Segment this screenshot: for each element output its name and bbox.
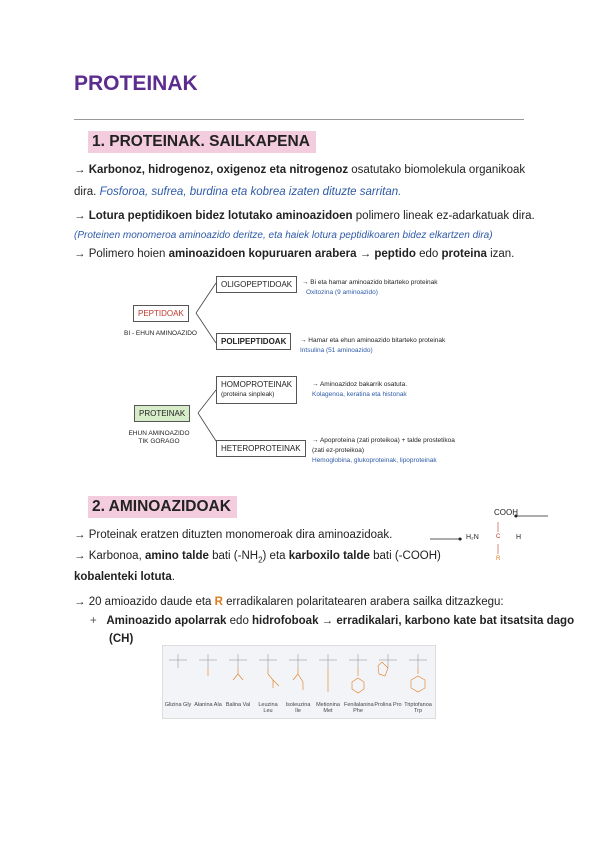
aa-label-3: Balina Val [225,702,251,708]
oligo-note-1: → Bi eta hamar aminoazido bitarteko proteinak [302,279,438,286]
s2-line-1: → Proteinak eratzen dituzten monomeroak dira aminoazidoak. [74,529,393,541]
section-1-heading: 1. PROTEINAK. SAILKAPENA [88,131,316,153]
poli-note-1: → Hamar eta ehun aminoazido bitarteko proteinak [300,337,446,344]
formula-cooh: COOH [494,508,518,517]
aa-label-9: Triptofanoa Trp [404,702,432,714]
hetero-note-2: (zati ez-proteikoa) [312,447,365,454]
oligo-note-2: Oxitozina (9 aminoazido) [306,289,378,296]
aa-label-2: Alanina Ala [194,702,222,708]
formula-h2n: H₂N [466,534,479,541]
amino-acid-formula [430,508,550,568]
heteroproteinak-box: HETEROPROTEINAK [216,440,306,457]
s2-bullet-1: + Aminoazido apolarrak edo hidrofoboak → erradikalari, karbono kate bat itsatsita dago [90,615,575,627]
hetero-note-1: → Apoproteina (zati proteikoa) + talde prostetikoa [312,437,455,444]
aa-label-1: Glizina Gly [164,702,192,708]
hetero-note-3: Hemoglobina, glukoproteinak, lipoproteinak [312,457,437,464]
formula-c: C [496,534,501,540]
aa-label-7: Fenilalanina Phe [344,702,374,714]
polipeptidoak-box: POLIPEPTIDOAK [216,333,291,350]
homo-note-1: → Aminoazidoz bakarrik osatuta. [312,381,408,388]
section-2-heading: 2. AMINOAZIDOAK [88,496,237,518]
s1-line-2: dira. Fosforoa, sufrea, burdina eta kobrea izaten dituzte sarritan. [74,186,402,198]
s1-line-4: (Proteinen monomeroa aminoazido deritze, eta haiek lotura peptidikoaren bidez elkartzen dira) [74,230,493,241]
page-title: PROTEINAK [74,72,198,95]
oligopeptidoak-box: OLIGOPEPTIDOAK [216,276,297,293]
aa-label-8: Prolina Pro [374,702,402,708]
formula-r: R [496,556,501,562]
s2-line-4: → 20 amioazido daude eta R erradikalaren polaritatearen arabera sailka ditzazkegu: [74,596,504,608]
homo-note-2: Kolagenoa, keratina eta histonak [312,391,407,398]
s1-line-1: → Karbonoz, hidrogenoz, oxigenoz eta nitrogenoz osatutako biomolekula organikoak [74,164,526,176]
proteinak-note: EHUN AMINOAZIDO TIK GORAGO [128,430,190,445]
s2-bullet-1-cont: (CH) [109,633,134,645]
s2-line-3: kobalenteki lotuta. [74,571,175,583]
peptidoak-note: BI - EHUN AMINOAZIDO [124,330,197,337]
homo-sub: (proteina sinpleak) [221,391,275,398]
peptidoak-box: PEPTIDOAK [133,305,189,322]
apolar-amino-acids-figure [162,645,436,719]
homoproteinak-box [216,376,297,404]
formula-h: H [516,534,522,541]
amino-structures [163,646,435,702]
proteinak-box: PROTEINAK [134,405,190,422]
aa-label-6: Metionina Met [316,702,340,714]
s1-line-3: → Lotura peptidikoen bidez lotutako aminoazidoen polimero lineak ez-adarkatuak dira. [74,210,535,222]
s2-line-2: → Karbonoa, amino talde bati $(-NH_2)$ eta karboxilo talde bati (-COOH) [74,550,441,565]
aa-label-4: Leuzina Leu [258,702,278,714]
homo-label: HOMOPROTEINAK [221,380,293,389]
poli-note-2: Intsulina (51 aminoazido) [300,347,373,354]
formula-bonds [430,508,550,568]
aa-label-5: Isoleuzina Ile [285,702,311,714]
s1-line-5: → Polimero hoien aminoazidoen kopuruaren arabera → peptido edo proteina izan. [74,248,515,260]
